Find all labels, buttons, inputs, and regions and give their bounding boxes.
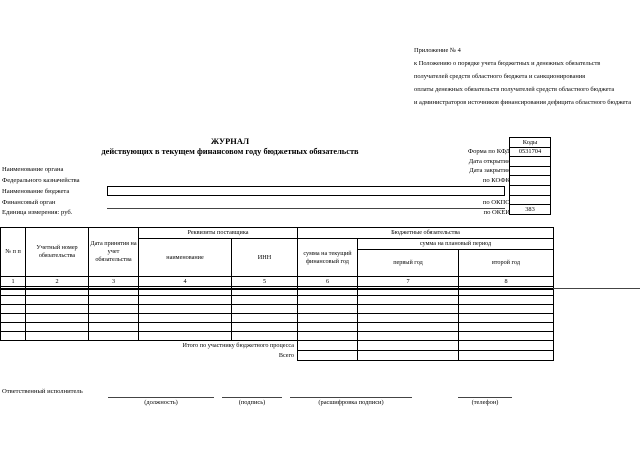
fin-organ-label: Финансовый орган — [2, 199, 56, 206]
phone-caption: (телефон) — [471, 399, 499, 406]
header-date: Дата принятия на учет обязательства — [89, 228, 139, 277]
total-participant-row — [1, 341, 554, 351]
colnum-7: 7 — [358, 277, 459, 287]
codes-table — [509, 137, 551, 215]
sign-line — [222, 397, 282, 398]
table-row — [1, 305, 554, 314]
open-date-cell — [510, 157, 551, 167]
okpo-label: по ОКПО — [482, 199, 510, 206]
decode-line — [290, 397, 412, 398]
okud-label: Форма по КФД — [467, 148, 510, 155]
header-planned: сумма на плановый период — [358, 239, 554, 250]
table-separator-extension — [553, 288, 640, 289]
table-row — [1, 332, 554, 341]
sign-caption: (подпись) — [238, 399, 266, 406]
treasury-label: Федерального казначейства — [2, 177, 80, 184]
table-separator — [0, 288, 553, 290]
open-date-label: Дата открытия — [468, 157, 510, 165]
okei-label: по ОКЕИ — [483, 209, 510, 216]
kofk-label: по КОФК — [482, 177, 510, 184]
total-row — [1, 351, 554, 361]
close-date-label: Дата закрытия — [469, 167, 510, 174]
blank-code-cell — [510, 185, 551, 195]
total-participant-label: Итого по участнику бюджетного процесса — [182, 341, 294, 349]
header-num: № п п — [1, 228, 26, 277]
header-obligations: Бюджетные обязательства — [298, 228, 554, 239]
unit-label: Единица измерения: руб. — [2, 209, 73, 216]
decode-caption: (расшифровка подписи) — [318, 399, 384, 406]
document-title: ЖУРНАЛ — [210, 137, 250, 146]
position-line — [108, 397, 214, 398]
organ-label: Наименование органа — [2, 166, 64, 173]
position-caption: (должность) — [144, 399, 178, 406]
appendix-line-4: оплаты денежных обязательств получателей средств областного бюджета — [414, 86, 615, 93]
header-account: Учетный номер обязательства — [26, 228, 89, 277]
appendix-line-1: Приложение № 4 — [414, 47, 461, 54]
colnum-2: 2 — [26, 277, 89, 287]
budget-label: Наименование бюджета — [2, 188, 70, 195]
appendix-line-5: и администраторов источников финансирования дефицита областного бюджета — [414, 99, 632, 106]
okud-value: 0531704 — [510, 147, 551, 157]
phone-line — [458, 397, 512, 398]
document-subtitle: действующих в текущем финансовом году бюджетных обязательств — [101, 147, 359, 156]
okei-value: 383 — [510, 205, 551, 215]
table-row — [1, 323, 554, 332]
appendix-line-3: получателей средств областного бюджета и санкционирования — [414, 73, 586, 80]
header-inn: ИНН — [232, 239, 298, 277]
table-row — [1, 296, 554, 305]
header-first: первый год — [358, 250, 459, 277]
colnum-6: 6 — [298, 277, 358, 287]
journal-table — [0, 227, 554, 361]
colnum-8: 8 — [459, 277, 554, 287]
total-label: Всего — [278, 351, 294, 359]
colnum-1: 1 — [1, 277, 26, 287]
okpo-cell — [510, 195, 551, 205]
table-row — [1, 314, 554, 323]
colnum-5: 5 — [232, 277, 298, 287]
appendix-line-2: к Положению о порядке учета бюджетных и денежных обязательств — [414, 60, 601, 67]
header-supplier: Реквизиты поставщика — [139, 228, 298, 239]
close-date-cell — [510, 166, 551, 176]
budget-name-field[interactable] — [107, 186, 505, 196]
executor-label: Ответственный исполнитель — [2, 388, 83, 395]
header-current: сумма на текущий финансовый год — [298, 239, 358, 277]
fin-organ-line — [107, 208, 505, 209]
codes-header: Коды — [510, 138, 551, 148]
colnum-3: 3 — [89, 277, 139, 287]
colnum-4: 4 — [139, 277, 232, 287]
kofk-cell — [510, 176, 551, 186]
header-second: второй год — [459, 250, 554, 277]
header-name: наименование — [139, 239, 232, 277]
